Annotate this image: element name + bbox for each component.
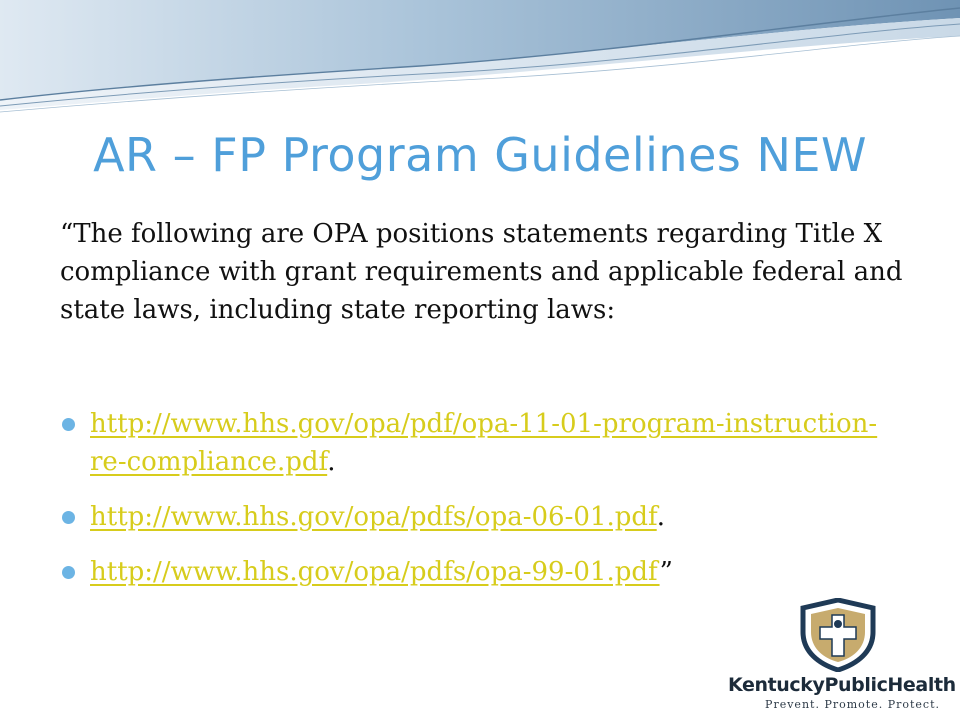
link-list: [60, 405, 900, 608]
header-swoosh-decoration: [0, 0, 960, 120]
kentucky-public-health-logo: [728, 598, 956, 716]
link-opa-11-01[interactable]: http://www.hhs.gov/opa/pdf/opa-11-01-program-instruction-re-compliance.pdf: [90, 409, 878, 477]
link-suffix: .: [656, 502, 665, 532]
bullet-icon: [62, 511, 75, 524]
link-suffix: .: [327, 447, 336, 477]
logo-tagline: Prevent. Promote. Protect.: [765, 698, 940, 711]
list-item: [60, 498, 900, 536]
list-item: [60, 553, 900, 591]
list-item: [60, 405, 900, 481]
link-opa-06-01[interactable]: http://www.hhs.gov/opa/pdfs/opa-06-01.pdf: [90, 502, 657, 532]
link-opa-99-01[interactable]: http://www.hhs.gov/opa/pdfs/opa-99-01.pdf: [90, 557, 660, 587]
logo-brand-name: KentuckyPublicHealth: [728, 674, 956, 696]
bullet-icon: [62, 566, 75, 579]
intro-paragraph: “The following are OPA positions statements regarding Title X compliance with grant requirements and applicable federal and state laws, including state reporting laws:: [60, 219, 903, 325]
link-suffix: ”: [659, 557, 673, 587]
slide-title: AR – FP Program Guidelines NEW: [93, 128, 867, 182]
shield-cross-logo-icon: [799, 598, 877, 672]
bullet-icon: [62, 418, 75, 431]
